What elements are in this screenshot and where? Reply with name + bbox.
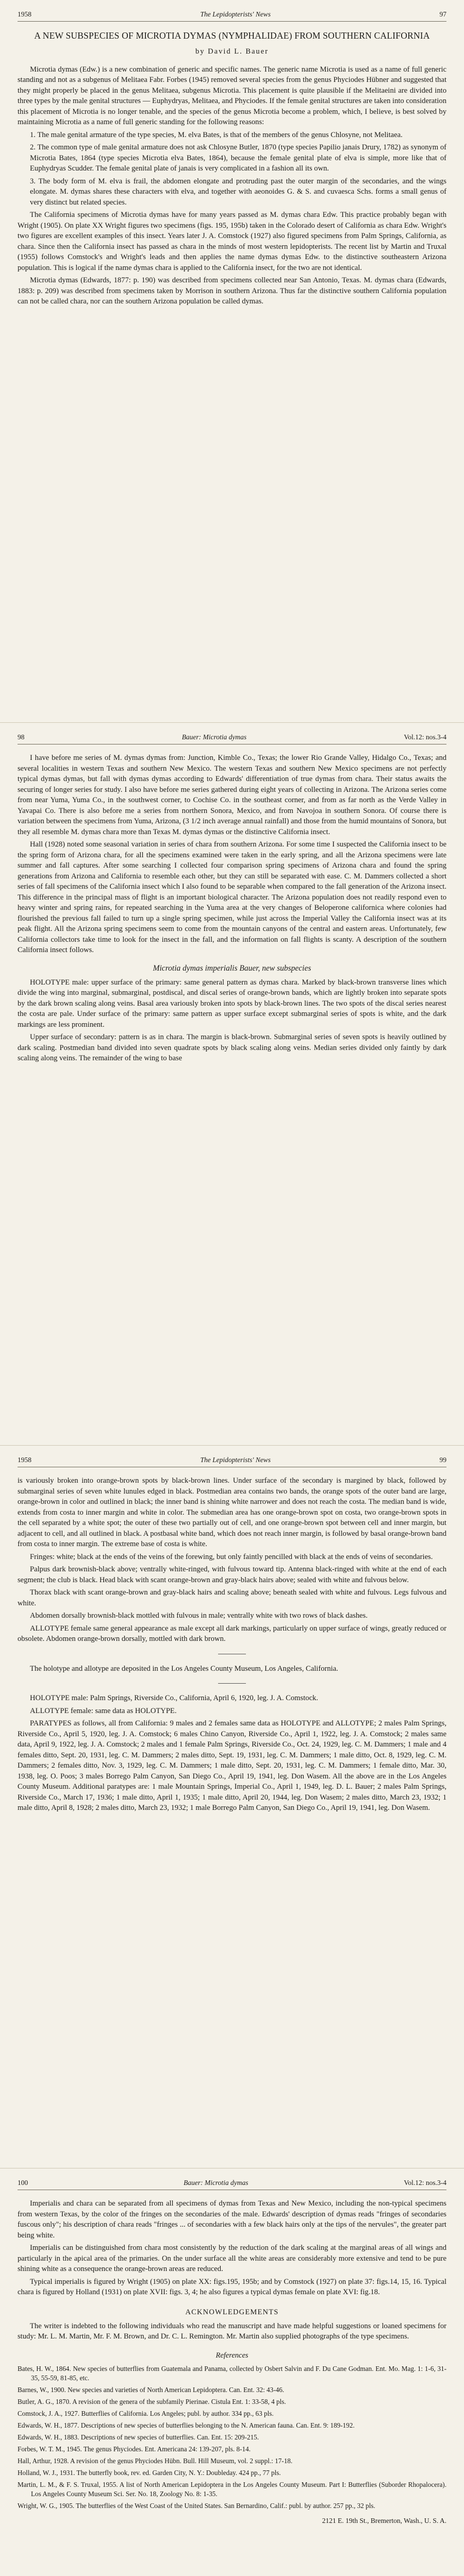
running-head-volume: Vol.12: nos.3-4 (404, 733, 446, 741)
allotype-data: ALLOTYPE female: same data as HOLOTYPE. (30, 1706, 177, 1715)
reference-item: Bates, H. W., 1864. New species of butterflies from Guatemala and Panama, collected by Osbert Salvin and F. Du Cane Godman. Ent. Mo. Mag. 1: 1-6, 31-35, 55-59, 81-85, etc. (18, 2364, 446, 2382)
page-number: 98 (18, 733, 25, 741)
running-head-left: 1958 (18, 10, 31, 18)
paragraph: Hall (1928) noted some seasonal variation in series of chara from southern Arizona. For some time I suspected the California insect to be the spring form of Arizona chara, for all the specimens examined were taken in the early spring, and all the Arizona specimens were late summer and fall captures. After some searching I collected four comparison spring specimens of Arizona chara and found the spring generations from Arizona and California to resemble each other, but they can still be separated with ease. C. M. Dammers collected a short series of fall specimens of the California insect which I also found to be separable when compared to the fall generation of the Arizona insect. This difference in the principal mass of flight is an important biological character. The Arizona population does not readily respond even to heavy winter and spring rains, for repeated searching in the Yuma area at the very changes of Beloperone californica where colonies had flourished the previous fall failed to turn up a single spring specimen, while just across the Imperial Valley the California insect was at its peak flight. All the Arizona spring specimens seem to come from the mountain canyons of the central and eastern areas. Unfortunately, few California collectors take time to look for the insect in the fall, and the information on fall flights is scanty. A description of the southern California insect follows. (18, 840, 446, 954)
byline: by David L. Bauer (195, 47, 269, 56)
numbered-reason: 1. The male genital armature of the type species, M. elva Bates, is that of the members of the genus Chlosyne, not Melitaea. (30, 130, 403, 139)
acknowledgements-heading: ACKNOWLEDGEMENTS (185, 2308, 279, 2316)
running-head (18, 10, 446, 22)
author-address: 2121 E. 19th St., Bremerton, Wash., U. S. A. (322, 2516, 446, 2524)
deposit-note: The holotype and allotype are deposited in the Los Angeles County Museum, Los Angeles, California. (30, 1664, 338, 1673)
paragraph: The California specimens of Microtia dymas have for many years passed as M. dymas chara Edw. This practice probably began with Wright (1905). On plate XX Wright figures two specimens (figs. 195, 195b) taken in the Colorado desert of California as chara Edw. Wright's two figures are excellent examples of this insect. Years later J. A. Comstock (1927) also figured specimens from Palm Springs, California, as chara. Since then the California insect has passed as chara in the minds of most western lepidopterists. The recent list by Martin and Truxal (1955) follows Comstock's and Wright's leads and then applies the name dymas dymas Edw. to the distinctive southeastern Arizona population. This is logical if the name dymas chara is applied to the California insect, for the two are not identical. (18, 211, 446, 272)
running-head-author: Bauer: Microtia dymas (181, 733, 247, 741)
article-title: A NEW SUBSPECIES OF MICROTIA DYMAS (NYMPHALIDAE) FROM SOUTHERN CALIFORNIA (34, 30, 430, 41)
running-head (18, 733, 446, 744)
reference-item: Edwards, W. H., 1877. Descriptions of new species of butterflies belonging to the N. American fauna. Can. Ent. 9: 189-192. (18, 2421, 355, 2429)
paragraph: Abdomen dorsally brownish-black mottled with fulvous in male; ventrally white with two rows of black dashes. (30, 1612, 368, 1620)
running-head-volume: Vol.12: nos.3-4 (404, 2179, 446, 2187)
paragraph: Fringes: white; black at the ends of the veins of the forewing, but only faintly pencilled with black at the ends of veins of secondaries. (30, 1552, 433, 1561)
paragraph: Imperialis can be distinguished from chara most consistently by the reduction of the dark scaling at the marginal areas of all wings and particularly in the apical area of the primaries. On the under surface all the white areas are considerably more extensive and tend to be pure shining white as a consequence the orange-brown areas are reduced. (18, 2244, 446, 2273)
reference-item: Martin, L. M., & F. S. Truxal, 1955. A list of North American Lepidoptera in the Los Angeles County Museum. Part I: Butterflies (Suborder Rhopalocera). Los Angeles County Museum Sci. Ser. No. 18, Zoology No. 8: 1-35. (18, 2480, 446, 2498)
paragraph: Microtia dymas (Edw.) is a new combination of generic and specific names. The generic name Microtia is used as a name of full generic standing and not as a subgenus of Melitaea Fabr. Forbes (1945) removed several species from the genus Phyciodes Hübner and suggested that they might properly be placed in the genus Melitaea, subgenus Microtia. This placement is quite plausible if the Melitaeini are divided into three types by the male genital structures — Euphydryas, Melitaea, and Phyciodes. If the female genital structures are taken into consideration this placement of Microtia is no longer tenable, and the species of the genus Microtia become a problem, which, I believe, is best solved by maintaining Microtia as a name of full generic standing for the following reasons: (18, 65, 446, 127)
reference-item: Wright, W. G., 1905. The butterflies of the West Coast of the United States. San Bernardino, Calif.: publ. by author. 257 pp., 32 pls. (18, 2501, 375, 2510)
paragraph: I have before me series of M. dymas dymas from: Junction, Kimble Co., Texas; the lower Rio Grande Valley, Hidalgo Co., Texas; and several localities in western Texas and southern New Mexico. The western Texas and southern New Mexico specimens are not perfectly typical dymas dymas, but fall with dymas dymas according to Edwards' differentiation of true dymas from chara. Their status awaits the securing of longer series for study. I also have before me series gathered during eight years of collecting in Arizona. The Arizona series come from near Yuma, Yuma Co., in the southwest corner, to Cochise Co. in the southeast corner, and from as far north as the Verde Valley in Yavapai Co. There is also before me a series from northern Sonora, Mexico, and from Navojoa in southern Sonora. Of course there is variation between the specimens from Yuma, Arizona, (3 1/2 inch average annual rainfall) and those from the humid mountains of Sonora, but they all resemble M. dymas chara more than Texas M. dymas dymas or the distinctive California insect. (18, 754, 446, 836)
holotype-description: HOLOTYPE male: upper surface of the primary: same general pattern as dymas chara. Marked by black-brown transverse lines which divide the wing into marginal, submarginal, postdiscal, and discal series of orange-brown bands, which are lightly broken into separate spots by the dark brown scaling along veins. Basal area variously broken into spots by black-brown lines. The two spots of the discal series nearest the costa are pale. Under surface of the primary: same pattern as upper surface except submarginal series of spots is white, and the dark markings are less prominent. (18, 978, 446, 1029)
references-heading: References (216, 2351, 248, 2360)
divider (218, 1683, 246, 1684)
page-97 (0, 0, 464, 723)
reference-item: Barnes, W., 1900. New species and varieties of North American Lepidoptera. Can. Ent. 32: 43-46. (18, 2385, 285, 2394)
secondary-description: Upper surface of secondary: pattern is as in chara. The margin is black-brown. Submarginal series of seven spots is heavily outlined by dark scaling. Postmedian band divided into seven quadrate spots by black scaling along veins. Median series divided only faintly by dark scaling along veins. The remainder of the wing to base (18, 1033, 446, 1062)
page-number: 97 (439, 10, 446, 18)
running-head (18, 2179, 446, 2190)
new-subspecies-heading: Microtia dymas imperialis Bauer, new subspecies (153, 963, 311, 973)
reference-item: Forbes, W. T. M., 1945. The genus Phyciodes. Ent. Americana 24: 139-207, pls. 8-14. (18, 2445, 251, 2453)
allotype-description: ALLOTYPE female same general appearance as male except all dark markings, particularly on upper surface of wings, greatly reduced or obsolete. Abdomen orange-brown dorsally, mottled with dark brown. (18, 1624, 446, 1643)
numbered-reason: 2. The common type of male genital armature does not ask Chlosyne Butler, 1870 (type species Papilio janais Drury, 1782) as synonym of Microtia Bates, 1864 (type species Microtia elva Bates, 1864), because the female genital plate of elva is simple, more like that of Euphydryas Scudder. The female genital plate of janais is very complicated in a fashion all its own. (30, 143, 446, 173)
running-head (18, 1456, 446, 1467)
paragraph: Imperialis and chara can be separated from all specimens of dymas from Texas and New Mexico, including the non-typical specimens from western Texas, by the color of the fringes on the secondaries of the male. Edwards' description of dymas reads "fringes of secondaries fuscous only"; his description of chara reads "fringes ... of secondaries with a few black hairs only at the tips of the nervules", the greater part being white. (18, 2199, 446, 2240)
reference-item: Comstock, J. A., 1927. Butterflies of California. Los Angeles; publ. by author. 334 pp., 63 pls. (18, 2409, 274, 2417)
paratypes-list: PARATYPES as follows, all from California: 9 males and 2 females same data as HOLOTYPE and ALLOTYPE; 2 males Palm Springs, Riverside Co., April 5, 1920, leg. J. A. Comstock; 6 males Chino Canyon, Riverside Co., April 1, 1922, leg. J. A. Comstock; 2 males same data, April 9, 1922, leg. J. A. Comstock; 2 males and 1 female Palm Springs, Riverside Co., Oct. 24, 1929, leg. C. M. Dammers; 1 male and 4 females ditto, Sept. 20, 1931, leg. C. M. Dammers; 2 males ditto, Sept. 19, 1931, leg. C. M. Dammers; 1 male ditto, Oct. 8, 1929, leg. C. M. Dammers; 2 females ditto, Nov. 3, 1929, leg. C. M. Dammers; 1 male ditto, Sept. 20, 1931, leg. C. M. Dammers; 1 female ditto, Mar. 30, 1938, leg. O. Poos; 3 males Borrego Palm Canyon, San Diego Co., April 19, 1941, leg. Don Wasem. All the above are in the Los Angeles County Museum. Additional paratypes are: 1 male Mountain Springs, Imperial Co., April 1, 1949, leg. D. L. Bauer; 2 males Palm Springs, Riverside Co., March 17, 1936; 1 male ditto, April 1, 1935; 1 male ditto, April 20, 1944, leg. Don Wasem; 2 males ditto, March 23, 1932; 1 male ditto, April 8, 1928; 2 males ditto, March 23, 1932; 1 male Borrego Palm Canyon, San Diego Co., April 19, 1941, leg. Don Wasem. (18, 1719, 446, 1812)
acknowledgements-text: The writer is indebted to the following individuals who read the manuscript and have made helpful suggestions or loaned specimens for study: Mr. L. M. Martin, Mr. F. M. Brown, and Dr. C. L. Remington. Mr. Martin also supplied photographs of the type specimens. (18, 2321, 446, 2341)
references-list (18, 2364, 446, 2511)
page-100 (0, 2168, 464, 2576)
paragraph: Thorax black with scant orange-brown and gray-black hairs and scaling above; beneath sealed with white and fulvous. Legs fulvous and white. (18, 1588, 446, 1607)
reference-item: Hall, Arthur, 1928. A revision of the genus Phyciodes Hübn. Bull. Hill Museum, vol. 2 suppl.: 17-18. (18, 2456, 293, 2465)
running-head-left: 1958 (18, 1456, 31, 1464)
page-99 (0, 1446, 464, 2168)
reference-item: Holland, W. J., 1931. The butterfly book, rev. ed. Garden City, N. Y.: Doubleday. 424 pp., 77 pls. (18, 2468, 281, 2477)
page-number: 100 (18, 2179, 28, 2187)
paragraph: Typical imperialis is figured by Wright (1905) on plate XX: figs.195, 195b; and by Comstock (1927) on plate 37: figs.14, 15, 16. Typical chara is figured by Holland (1931) on plate XVII: figs. 3, 4; he also figures a typical dymas female on plate XVI: fig.18. (18, 2277, 446, 2296)
running-head-journal: The Lepidopterists' News (200, 10, 271, 18)
running-head-author: Bauer: Microtia dymas (184, 2179, 248, 2187)
reference-item: Edwards, W. H., 1883. Descriptions of new species of butterflies. Can. Ent. 15: 209-215. (18, 2433, 259, 2441)
page-number: 99 (439, 1456, 446, 1464)
paragraph: is variously broken into orange-brown spots by black-brown lines. Under surface of the secondary is margined by black, followed by submarginal series of seven white lunules edged in black. Postmedian area contains two bands, the orange spots of the outer band are large, orange-brown in color and outlined in black; the inner band is shining white narrower and does not reach the costa. The median band is wide, extends from costa to inner margin and white in color. The submedian area has one orange-brown spot on costa, two orange-brown spots in the cell separated by a white spot; the outer of these two partially out of cell, and one orange-brown spot between cell and inner margin, but adjacent to cell, and all outlined in black. A postbasal white band, which does not reach inner margin, is followed by basal orange-brown band from costa to inner margin. The extreme base of costa is white. (18, 1477, 446, 1548)
holotype-data: HOLOTYPE male: Palm Springs, Riverside Co., California, April 6, 1920, leg. J. A. Comstock. (30, 1694, 318, 1702)
paragraph: Palpus dark brownish-black above; ventrally white-ringed, with fulvous toward tip. Antenna black-ringed with white at the end of each segment; the club is black. Head black with scant orange-brown and gray-black hairs above; sealed with white and fulvous below. (18, 1565, 446, 1584)
running-head-journal: The Lepidopterists' News (200, 1456, 271, 1464)
reference-item: Butler, A. G., 1870. A revision of the genera of the subfamily Pierinae. Cistula Ent. 1: 33-58, 4 pls. (18, 2397, 286, 2405)
numbered-reason: 3. The body form of M. elva is frail, the abdomen elongate and protruding past the outer margin of the secondaries, and the wings elongate. M. dymas shares these characters with elva, and together with aeonoides G. & S. and cuvaesca Schs. forms a small genus of very distinct but related species. (30, 177, 446, 207)
paragraph: Microtia dymas (Edwards, 1877: p. 190) was described from specimens collected near San Antonio, Texas. M. dymas chara (Edwards, 1883: p. 209) was described from specimens taken by Morrison in southern Arizona. Thus far the distinctive southern California population can not be called chara, nor can the southern Arizona population be called dymas. (18, 276, 446, 306)
page-98 (0, 723, 464, 1446)
